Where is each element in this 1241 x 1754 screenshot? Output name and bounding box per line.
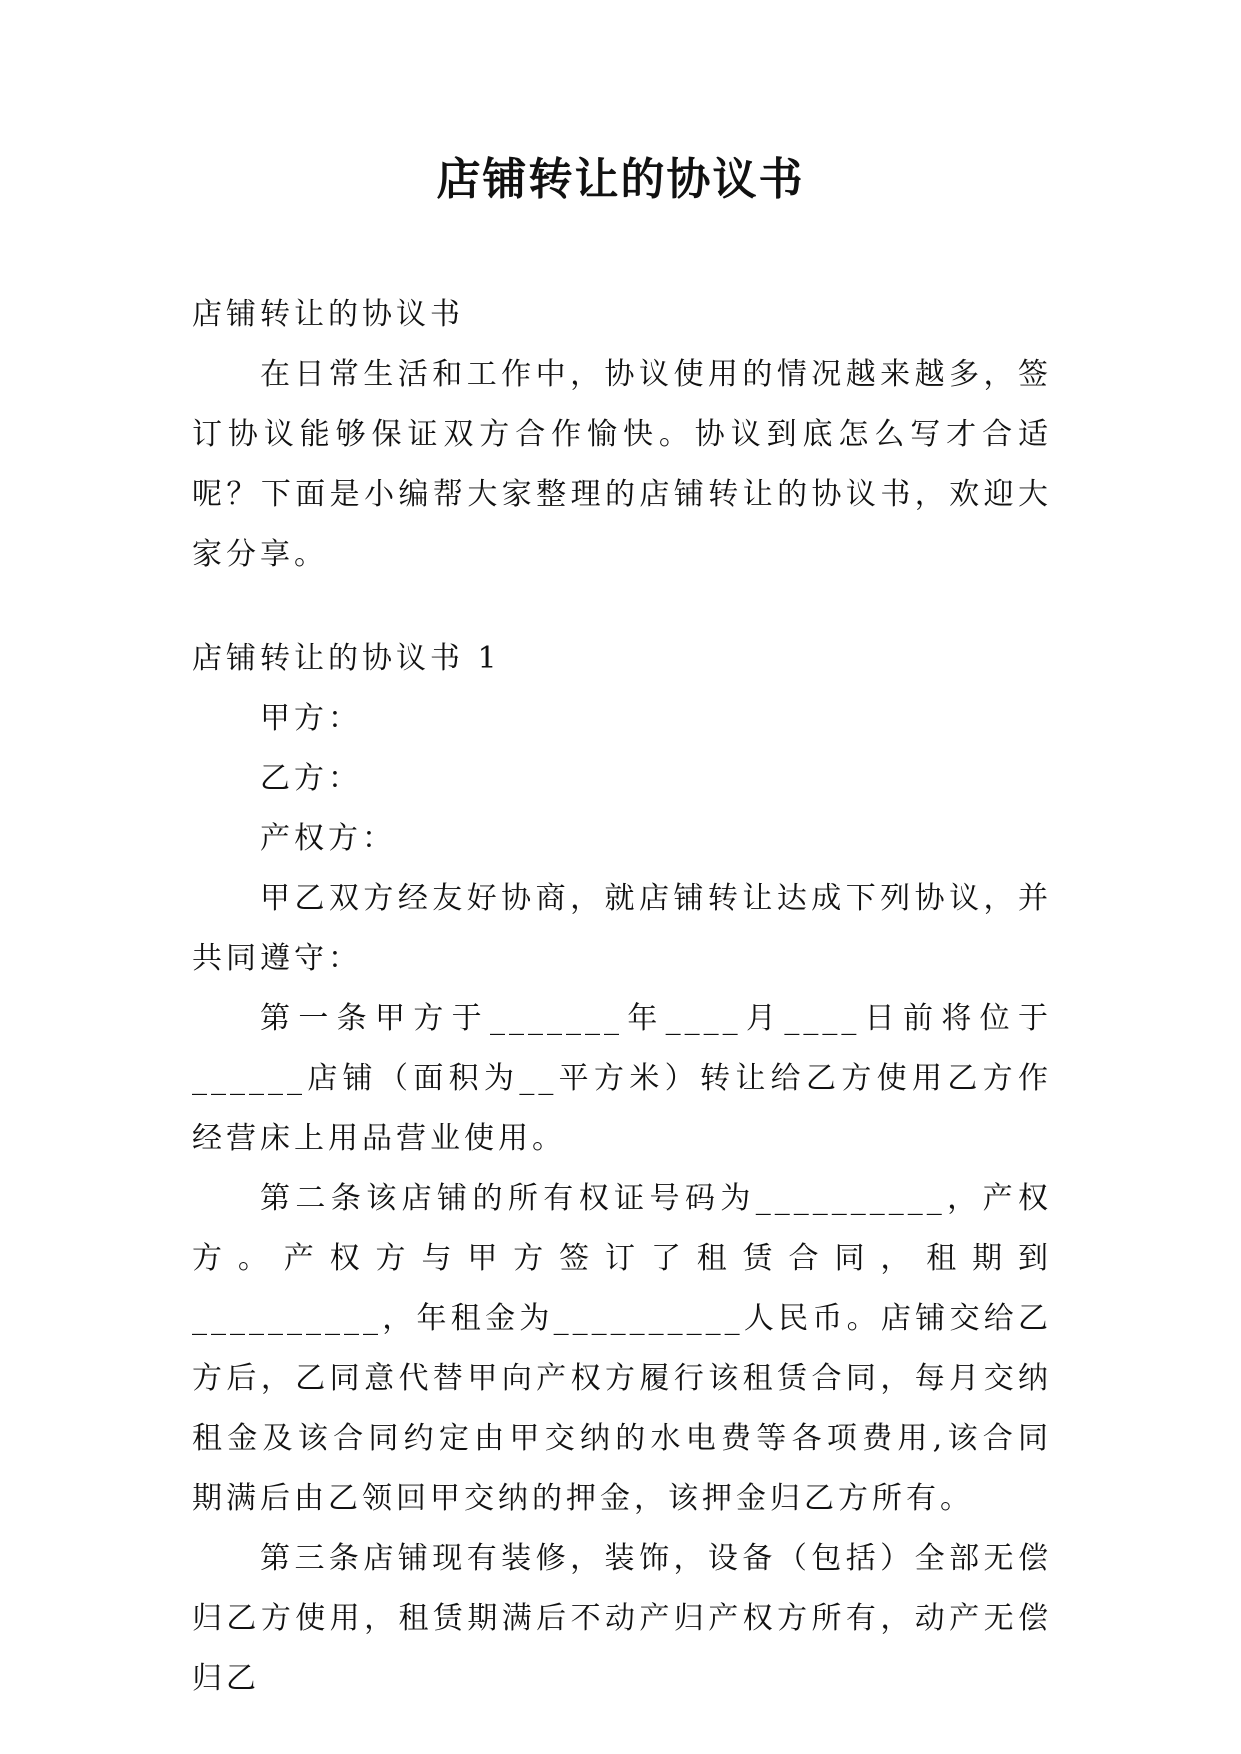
agreement-preamble: 甲乙双方经友好协商，就店铺转让达成下列协议，并共同遵守： bbox=[192, 881, 1052, 976]
article-2: 第二条该店铺的所有权证号码为__________，产权方。产权方与甲方签订了租赁合同，租期到__________，年租金为__________人民币。店铺交给乙方后，乙同意代替甲向产权方履行该租赁合同，每月交纳租金及该合同约定由甲交纳的水电费等各项费用,该合同期满后由乙领回甲交纳的押金，该押金归乙方所有。 bbox=[192, 1181, 1052, 1516]
document-title: 店铺转让的协议书 bbox=[436, 154, 805, 205]
subtitle-paragraph: 店铺转让的协议书 bbox=[192, 297, 464, 332]
article-3: 第三条店铺现有装修，装饰，设备（包括）全部无偿归乙方使用，租赁期满后不动产归产权方所有，动产无偿归乙 bbox=[192, 1541, 1052, 1696]
property-owner-line: 产权方： bbox=[260, 821, 396, 856]
party-b-line: 乙方： bbox=[260, 761, 362, 796]
section-heading: 店铺转让的协议书 1 bbox=[192, 641, 501, 676]
paragraph-spacer bbox=[192, 585, 1052, 629]
intro-paragraph: 在日常生活和工作中，协议使用的情况越来越多，签订协议能够保证双方合作愉快。协议到底怎么写才合适呢？下面是小编帮大家整理的店铺转让的协议书，欢迎大家分享。 bbox=[192, 357, 1052, 572]
document-body bbox=[192, 285, 1052, 1709]
article-1: 第一条甲方于_______年____月____日前将位于______店铺（面积为__平方米）转让给乙方使用乙方作经营床上用品营业使用。 bbox=[192, 1001, 1052, 1156]
party-a-line: 甲方： bbox=[260, 701, 362, 736]
